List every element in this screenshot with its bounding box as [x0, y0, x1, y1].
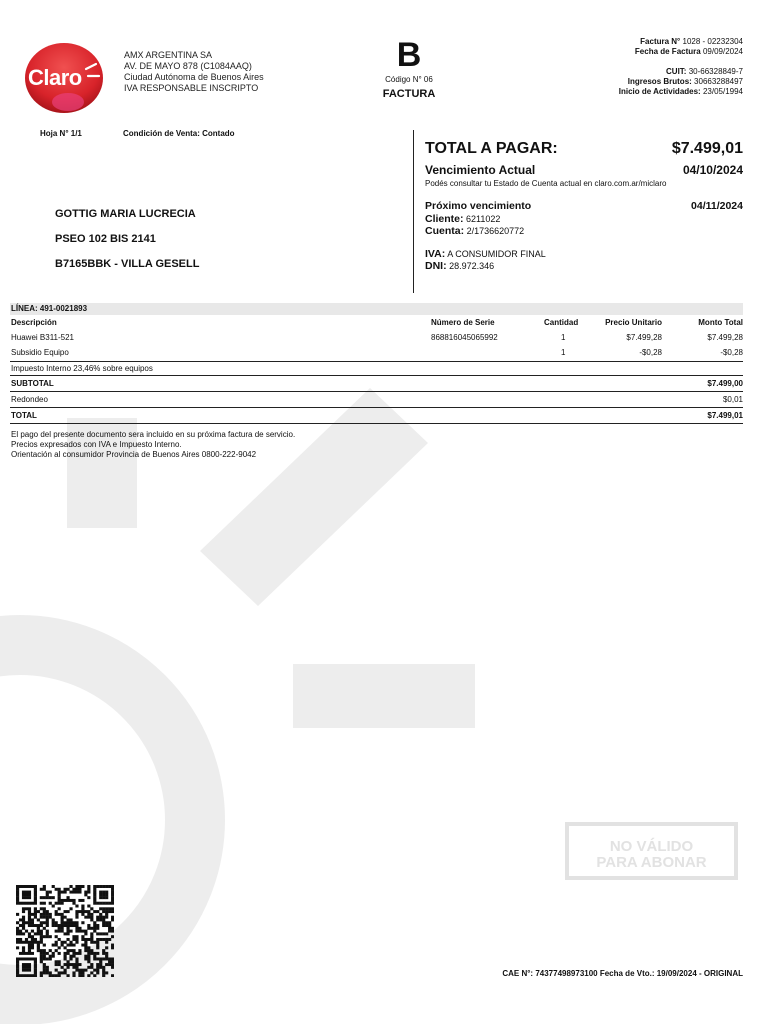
rounding-label: Redondeo [11, 395, 48, 404]
cuit-value: 30-66328849-7 [688, 67, 743, 76]
row-description: Huawei B311-521 [11, 333, 75, 342]
total-value: $7.499,01 [707, 411, 743, 420]
col-unit-price: Precio Unitario [605, 318, 662, 327]
qr-code-icon [16, 885, 114, 977]
company-info [124, 50, 324, 94]
summary-divider [413, 130, 414, 293]
not-valid-stamp [565, 822, 738, 880]
sale-condition: Condición de Venta: Contado [123, 129, 235, 138]
iva-value: A CONSUMIDOR FINAL [447, 249, 546, 259]
sheet-number: Hoja N° 1/1 [40, 129, 82, 138]
customer-street: PSEO 102 BIS 2141 [55, 233, 156, 245]
watermark-dash [293, 664, 475, 728]
table-divider [10, 375, 743, 376]
subtotal-value: $7.499,00 [707, 379, 743, 388]
customer-name: GOTTIG MARIA LUCRECIA [55, 208, 196, 220]
footnote: Precios expresados con IVA e Impuesto Interno. [11, 440, 182, 449]
row-unit-price: -$0,28 [639, 348, 662, 357]
invoice-number-label: Factura N° [640, 37, 681, 46]
company-address: AV. DE MAYO 878 (C1084AAQ) [124, 61, 252, 71]
stamp-line-1: NO VÁLIDO [609, 838, 694, 855]
cuit-label: CUIT: [666, 67, 687, 76]
invoice-date-label: Fecha de Factura [634, 47, 701, 56]
cae-footer: CAE N°: 74377498973100 Fecha de Vto.: 19/09/2024 - ORIGINAL [502, 969, 743, 978]
table-divider [10, 391, 743, 392]
company-city: Ciudad Autónoma de Buenos Aires [124, 72, 264, 82]
items-table-header [10, 318, 743, 330]
account-status-note: Podés consultar tu Estado de Cuenta actual en claro.com.ar/miclaro [425, 179, 667, 188]
subtotal-row [10, 379, 743, 391]
start-label: Inicio de Actividades: [618, 87, 701, 96]
footnotes [11, 430, 511, 460]
total-label: TOTAL [11, 411, 37, 420]
row-total: $7.499,28 [707, 333, 743, 342]
rounding-value: $0,01 [722, 395, 743, 404]
subtotal-label: SUBTOTAL [11, 379, 54, 388]
total-row [10, 411, 743, 423]
invoice-info [503, 37, 743, 97]
col-serial: Número de Serie [431, 318, 495, 327]
dni-value: 28.972.346 [449, 261, 495, 271]
total-to-pay-label: TOTAL A PAGAR: [425, 140, 558, 157]
invoice-number: 1028 - 02232304 [682, 37, 743, 46]
claro-logo [24, 42, 104, 114]
line-label: LÍNEA: 491-0021893 [11, 304, 88, 313]
row-quantity: 1 [561, 348, 566, 357]
iibb-value: 30663288497 [694, 77, 743, 86]
line-header-band [10, 303, 743, 315]
due-date-label: Vencimiento Actual [425, 163, 536, 177]
row-total: -$0,28 [720, 348, 743, 357]
account-label: Cuenta: [425, 225, 465, 237]
invoice-date: 09/09/2024 [702, 47, 743, 56]
next-due-label: Próximo vencimiento [425, 200, 532, 212]
doc-code: Código N° 06 [385, 75, 433, 84]
row-serial: 868816045065992 [431, 333, 498, 342]
due-date-value: 04/10/2024 [682, 163, 743, 177]
row-unit-price: $7.499,28 [626, 333, 662, 342]
next-due-value: 04/11/2024 [691, 200, 743, 212]
account-value: 2/1736620772 [466, 226, 525, 236]
table-row [10, 333, 743, 345]
table-divider [10, 423, 743, 424]
col-description: Descripción [11, 318, 57, 327]
rounding-row [10, 395, 743, 407]
footnote: El pago del presente documento sera incluido en su próxima factura de servicio. [11, 430, 296, 439]
customer-block [55, 208, 199, 270]
stamp-line-2: PARA ABONAR [596, 854, 707, 871]
row-quantity: 1 [561, 333, 566, 342]
company-tax-status: IVA RESPONSABLE INSCRIPTO [124, 83, 259, 93]
table-row [10, 348, 743, 360]
doc-letter: B [396, 36, 422, 74]
customer-city: B7165BBK - VILLA GESELL [55, 258, 200, 270]
client-label: Cliente: [425, 213, 464, 225]
table-divider [10, 407, 743, 408]
footnote: Orientación al consumidor Provincia de Buenos Aires 0800-222-9042 [11, 450, 257, 459]
tax-note: Impuesto Interno 23,46% sobre equipos [11, 364, 153, 373]
doc-type: FACTURA [382, 88, 436, 100]
row-description: Subsidio Equipo [11, 348, 69, 357]
iibb-label: Ingresos Brutos: [627, 77, 692, 86]
dni-label: DNI: [425, 260, 447, 272]
doc-type-block [370, 36, 448, 102]
total-to-pay-value: $7.499,01 [671, 140, 743, 157]
table-divider [10, 361, 743, 362]
payment-summary [425, 140, 743, 272]
start-value: 23/05/1994 [702, 87, 743, 96]
logo-text: Claro [28, 65, 82, 90]
col-quantity: Cantidad [544, 318, 579, 327]
client-value: 6211022 [466, 214, 501, 224]
col-total-amount: Monto Total [698, 318, 743, 327]
company-name: AMX ARGENTINA SA [124, 50, 213, 60]
iva-label: IVA: [425, 248, 446, 260]
